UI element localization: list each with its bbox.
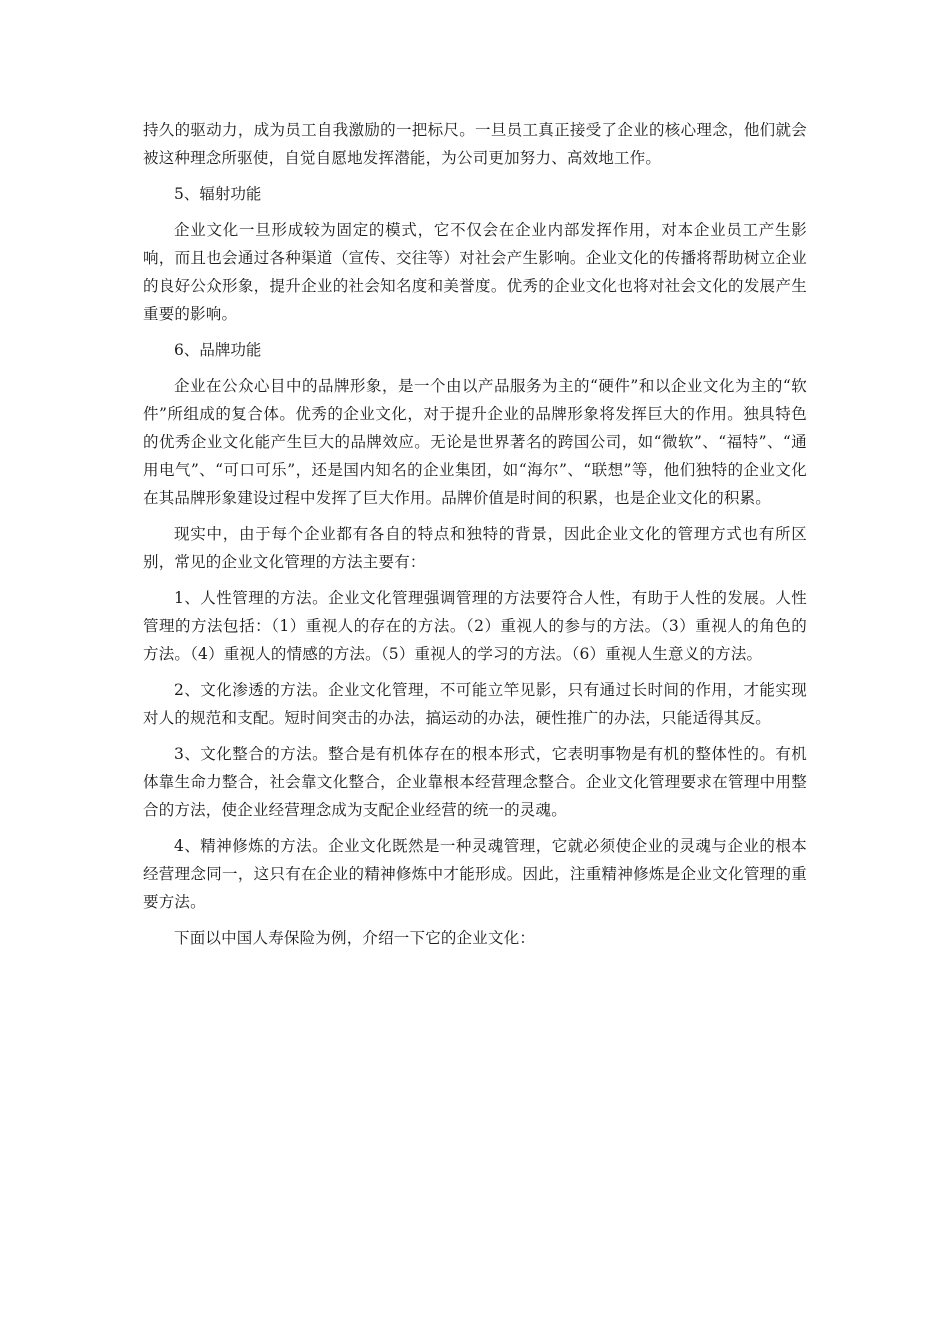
paragraph-method-infiltration: 2、文化渗透的方法。企业文化管理，不可能立竿见影，只有通过长时间的作用，才能实现对人的规范和支配。短时间突击的办法，搞运动的办法，硬性推广的办法，只能适得其反。 bbox=[143, 681, 807, 727]
section-heading-brand: 6、品牌功能 bbox=[174, 341, 262, 359]
paragraph-method-integration: 3、文化整合的方法。整合是有机体存在的根本形式，它表明事物是有机的整体性的。有机体靠生命力整合，社会靠文化整合，企业靠根本经营理念整合。企业文化管理要求在管理中用整合的方法，使企业经营理念成为支配企业经营的统一的灵魂。 bbox=[143, 745, 807, 819]
paragraph-brand: 企业在公众心目中的品牌形象，是一个由以产品服务为主的“硬件”和以企业文化为主的“软件”所组成的复合体。优秀的企业文化，对于提升企业的品牌形象将发挥巨大的作用。独具特色的优秀企业文化能产生巨大的品牌效应。无论是世界著名的跨国公司，如“微软”、“福特”、“通用电气”、“可口可乐”，还是国内知名的企业集团，如“海尔”、“联想”等，他们独特的企业文化在其品牌形象建设过程中发挥了巨大作用。品牌价值是时间的积累，也是企业文化的积累。 bbox=[143, 377, 807, 507]
document-page bbox=[143, 116, 807, 960]
paragraph-radiation: 企业文化一旦形成较为固定的模式，它不仅会在企业内部发挥作用，对本企业员工产生影响，而且也会通过各种渠道（宣传、交往等）对社会产生影响。企业文化的传播将帮助树立企业的良好公众形象，提升企业的社会知名度和美誉度。优秀的企业文化也将对社会文化的发展产生重要的影响。 bbox=[143, 221, 807, 323]
paragraph-continuation: 持久的驱动力，成为员工自我激励的一把标尺。一旦员工真正接受了企业的核心理念，他们就会被这种理念所驱使，自觉自愿地发挥潜能，为公司更加努力、高效地工作。 bbox=[143, 121, 807, 167]
paragraph-example-intro: 下面以中国人寿保险为例，介绍一下它的企业文化： bbox=[174, 929, 536, 947]
paragraph-methods-intro: 现实中，由于每个企业都有各自的特点和独特的背景，因此企业文化的管理方式也有所区别，常见的企业文化管理的方法主要有： bbox=[143, 525, 807, 571]
paragraph-method-cultivation: 4、精神修炼的方法。企业文化既然是一种灵魂管理，它就必须使企业的灵魂与企业的根本经营理念同一，这只有在企业的精神修炼中才能形成。因此，注重精神修炼是企业文化管理的重要方法。 bbox=[143, 837, 807, 911]
paragraph-method-humanity: 1、人性管理的方法。企业文化管理强调管理的方法要符合人性，有助于人性的发展。人性管理的方法包括：（1）重视人的存在的方法。（2）重视人的参与的方法。（3）重视人的角色的方法。（4）重视人的情感的方法。（5）重视人的学习的方法。（6）重视人生意义的方法。 bbox=[143, 589, 807, 663]
section-heading-radiation: 5、辐射功能 bbox=[174, 185, 262, 203]
